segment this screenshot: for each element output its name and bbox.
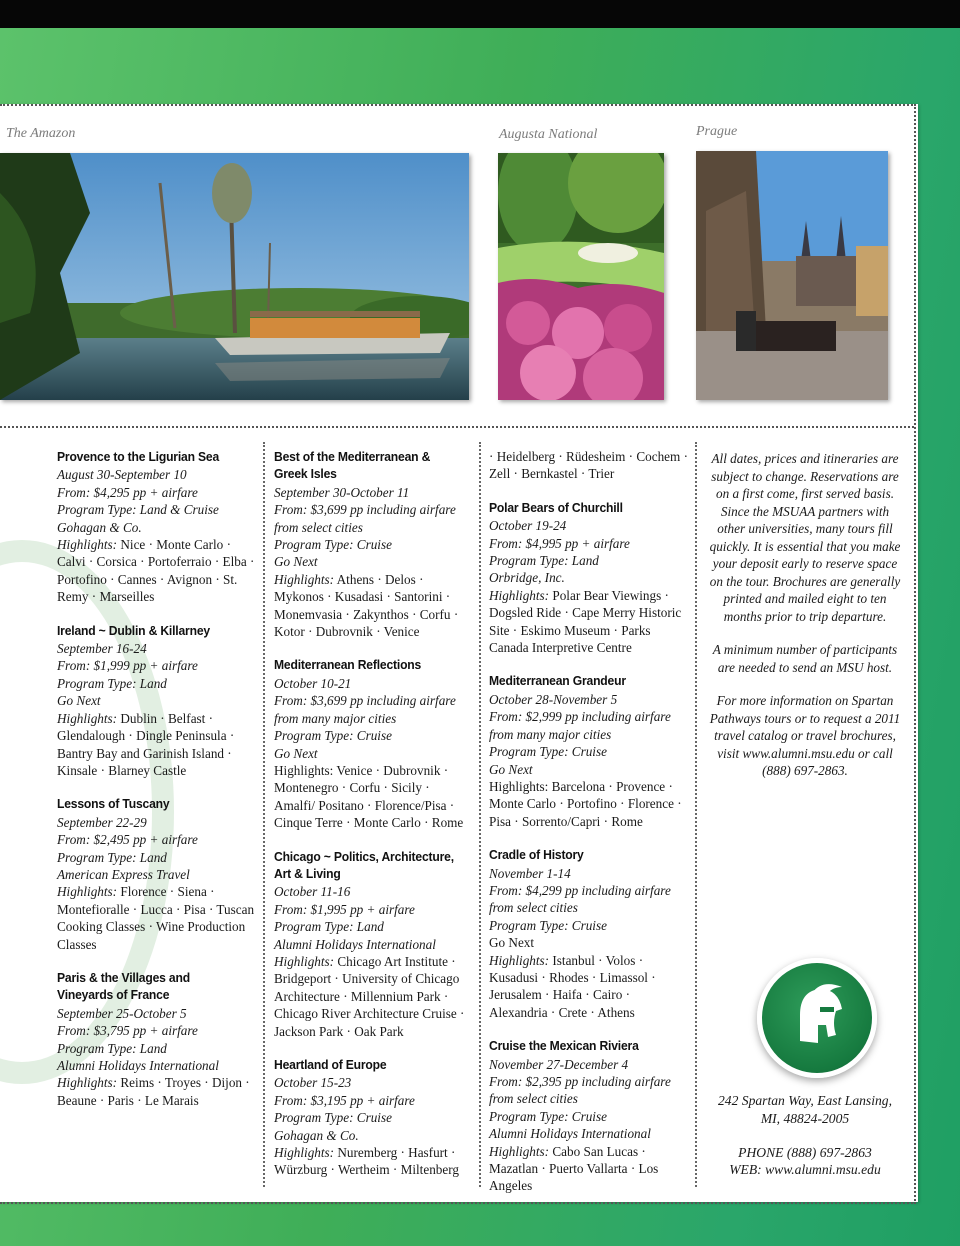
trip-entry [274, 448, 472, 640]
info-note: For more information on Spartan Pathways tours or to request a 2011 travel catalog or travel brochures, visit www.alumni.msu.edu or call (888) 697-2863. [709, 693, 901, 778]
trip-price: From: $2,495 pp + airfare [57, 832, 198, 848]
trip-price: From: $4,299 pp including airfare from select cities [489, 882, 671, 916]
phone: PHONE (888) 697-2863 [738, 1145, 872, 1160]
host-note: A minimum number of participants are needed to send an MSU host. [712, 642, 898, 675]
photo-divider [0, 426, 914, 428]
trip-title: Cruise the Mexican Riviera [489, 1038, 639, 1054]
trip-price: From: $3,195 pp + airfare [274, 1092, 415, 1108]
trip-highlights: Highlights: Dublin · Belfast · Glendalough · Dingle Peninsula · Bantry Bay and Garinish Island · Kinsale · Blarney Castle [57, 710, 235, 778]
trip-entry [489, 499, 689, 657]
trip-date: October 19-24 [489, 518, 567, 534]
trip-highlights: Highlights: Cabo San Lucas · Mazatlan · Puerto Vallarta · Los Angeles [489, 1143, 659, 1194]
trip-operator: Gohagan & Co. [274, 1127, 359, 1143]
trip-column-1 [57, 448, 255, 1125]
trip-operator: Alumni Holidays International [489, 1126, 651, 1142]
trip-column-2 [274, 448, 472, 1195]
trip-entry [489, 672, 689, 830]
trip-operator: Go Next [489, 935, 535, 951]
trip-price: From: $4,295 pp + airfare [57, 484, 198, 500]
website: WEB: www.alumni.msu.edu [729, 1162, 881, 1177]
trip-type: Program Type: Land & Cruise [57, 502, 219, 518]
prague-photo [696, 151, 888, 400]
trip-type: Program Type: Land [274, 919, 384, 935]
disclaimer-text: All dates, prices and itineraries are subject to change. Reservations are on a first come, first served basis. Since the MSUAA partners with other universities, many tours fill quickly. It is essential that you make your deposit early to reserve space on the tour. Brochures are generally printed and mailed eight to ten months prior to trip departure. [709, 451, 901, 624]
trip-highlights: Highlights: Venice · Dubrovnik · Montenegro · Corfu · Sicily · Amalfi/ Positano · Florence/Pisa · Cinque Terre · Monte Carlo · Rome [274, 762, 464, 831]
trip-type: Program Type: Land [57, 675, 167, 691]
trip-operator: Gohagan & Co. [57, 519, 142, 535]
trip-highlights-continued: · Heidelberg · Rüdesheim · Cochem · Zell · Bernkastel · Trier [489, 449, 688, 482]
trip-date: September 16-24 [57, 641, 147, 657]
caption-augusta: Augusta National [499, 127, 598, 142]
trip-price: From: $4,995 pp + airfare [489, 535, 630, 551]
trip-column-3 [489, 448, 689, 1211]
trip-price: From: $1,999 pp + airfare [57, 658, 198, 674]
trip-highlights: Highlights: Athens · Delos · Mykonos · Kusadasi · Santorini · Monemvasia · Zakynthos · Corfu · Kotor · Dubrovnik · Venice [274, 571, 459, 640]
trip-highlights: Highlights: Florence · Siena · Montefioralle · Lucca · Pisa · Tuscan Cooking Classes · Wine Production Classes [57, 884, 255, 952]
trip-title: Mediterranean Reflections [274, 657, 422, 673]
trip-highlights: Highlights: Barcelona · Provence · Monte Carlo · Portofino · Florence · Pisa · Sorrento/Capri · Rome [489, 778, 682, 829]
trip-operator: American Express Travel [57, 866, 190, 882]
trip-date: November 1-14 [489, 865, 571, 881]
trip-title: Ireland ~ Dublin & Killarney [57, 622, 210, 638]
trip-highlights: Highlights: Nuremberg · Hasfurt · Würzburg · Wertheim · Miltenberg [274, 1145, 459, 1178]
trip-date: September 30-October 11 [274, 484, 410, 500]
trip-title: Paris & the Villages and Vineyards of France [57, 969, 190, 1003]
trip-date: October 10-21 [274, 675, 352, 691]
trip-title: Best of the Mediterranean & Greek Isles [274, 449, 431, 482]
trip-entry [274, 848, 472, 1040]
trip-highlights: Highlights: Polar Bear Viewings · Dogsled Ride · Cape Merry Historic Site · Eskimo Museum · Parks Canada Interpretive Centre [489, 587, 682, 656]
trip-type: Program Type: Cruise [274, 1110, 392, 1126]
notes-column [708, 450, 902, 796]
trip-highlights: Highlights: Nice · Monte Carlo · Calvi · Corsica · Portoferraio · Elba · Portofino · Cannes · Avignon · St. Remy · Marseilles [57, 537, 255, 605]
trip-type: Program Type: Cruise [489, 917, 607, 933]
trip-operator: Alumni Holidays International [274, 936, 436, 952]
trip-type: Program Type: Land [57, 1040, 167, 1056]
spartan-helmet-icon [762, 963, 872, 1073]
trip-date: September 25-October 5 [57, 1005, 187, 1021]
spartan-helmet-logo [757, 958, 877, 1078]
trip-operator: Orbridge, Inc. [489, 570, 565, 586]
trip-operator: Go Next [274, 554, 318, 570]
column-divider-1 [263, 442, 265, 1187]
trip-entry [57, 622, 255, 780]
column-divider-2 [479, 442, 481, 1187]
trip-entry [274, 656, 472, 831]
caption-amazon: The Amazon [6, 126, 76, 141]
trip-date: November 27-December 4 [489, 1056, 629, 1072]
address: 242 Spartan Way, East Lansing, MI, 48824-2005 [718, 1093, 892, 1126]
trip-date: October 15-23 [274, 1075, 352, 1091]
trip-entry [57, 795, 255, 953]
trip-continued [489, 448, 689, 483]
trip-operator: Go Next [489, 761, 533, 777]
trip-title: Heartland of Europe [274, 1057, 387, 1072]
trip-price: From: $3,699 pp including airfare from many major cities [274, 693, 456, 726]
trip-date: October 11-16 [274, 884, 351, 900]
trip-date: September 22-29 [57, 814, 147, 830]
trip-operator: Go Next [274, 745, 318, 761]
trip-price: From: $3,699 pp including airfare from select cities [274, 502, 456, 535]
augusta-photo [498, 153, 664, 400]
trip-highlights: Highlights: Chicago Art Institute · Bridgeport · University of Chicago Architecture · Millennium Park · Chicago River Architecture Cruise · Jackson Park · Oak Park [274, 953, 465, 1039]
top-bar [0, 0, 960, 28]
trip-highlights: Highlights: Reims · Troyes · Dijon · Beaune · Paris · Le Marais [57, 1075, 250, 1108]
trip-title: Mediterranean Grandeur [489, 673, 626, 689]
trip-operator: Go Next [57, 693, 101, 709]
trip-title: Polar Bears of Churchill [489, 499, 623, 515]
trip-type: Program Type: Land [57, 849, 167, 865]
trip-entry [57, 448, 255, 606]
trip-type: Program Type: Cruise [274, 537, 392, 553]
trip-entry [274, 1056, 472, 1179]
caption-prague: Prague [696, 124, 738, 139]
column-divider-3 [695, 442, 697, 1187]
trip-type: Program Type: Cruise [489, 744, 607, 760]
trip-date: August 30-September 10 [57, 467, 187, 483]
trip-entry [57, 969, 255, 1109]
trip-date: October 28-November 5 [489, 691, 618, 707]
trip-title: Cradle of History [489, 847, 584, 863]
trip-operator: Alumni Holidays International [57, 1058, 219, 1073]
trip-type: Program Type: Cruise [489, 1108, 607, 1124]
trip-title: Lessons of Tuscany [57, 796, 170, 812]
trip-entry [489, 1037, 689, 1195]
trip-title: Provence to the Ligurian Sea [57, 449, 220, 464]
trip-price: From: $1,995 pp + airfare [274, 901, 415, 917]
trip-highlights: Highlights: Istanbul · Volos · Kusadusi · Rhodes · Limassol · Jerusalem · Haifa · Cairo · Alexandria · Crete · Athens [489, 952, 656, 1020]
trip-price: From: $3,795 pp + airfare [57, 1023, 198, 1039]
trip-title: Chicago ~ Politics, Architecture, Art & Living [274, 848, 454, 881]
trip-price: From: $2,999 pp including airfare from many major cities [489, 709, 671, 742]
trip-price: From: $2,395 pp including airfare from select cities [489, 1074, 671, 1107]
amazon-photo [0, 153, 469, 400]
trip-entry [489, 846, 689, 1021]
trip-type: Program Type: Cruise [274, 728, 392, 744]
trip-type: Program Type: Land [489, 553, 599, 569]
